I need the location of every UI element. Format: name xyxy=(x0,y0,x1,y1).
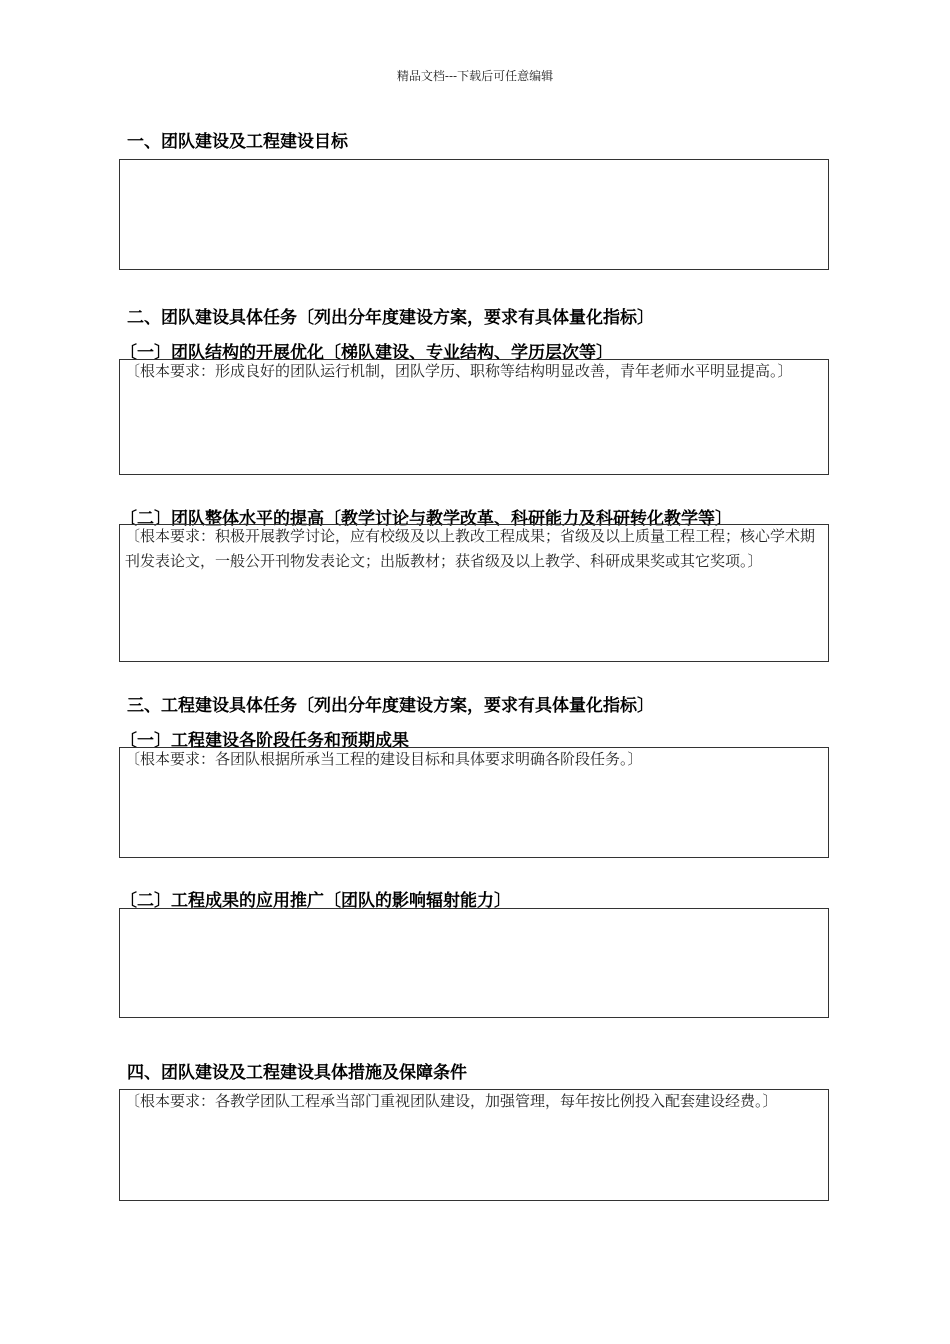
section-1-title: 一、团队建设及工程建设目标 xyxy=(127,132,348,152)
section-2-2-requirement: 〔根本要求：积极开展教学讨论，应有校级及以上教改工程成果；省级及以上质量工程工程；核心学术期刊发表论文，一般公开刊物发表论文；出版教材；获省级及以上教学、科研成果奖或其它奖项。〕 xyxy=(125,527,816,570)
section-1-input-box[interactable] xyxy=(119,159,829,270)
section-4-requirement: 〔根本要求：各教学团队工程承当部门重视团队建设，加强管理，每年按比例投入配套建设经费。〕 xyxy=(125,1092,778,1110)
section-2-title: 二、团队建设具体任务〔列出分年度建设方案，要求有具体量化指标〕 xyxy=(127,308,654,328)
section-2-2-input-box[interactable] xyxy=(119,524,829,662)
section-4-input-box[interactable] xyxy=(119,1089,829,1201)
section-3-2-title: 〔二〕工程成果的应用推广〔团队的影响辐射能力〕 xyxy=(120,891,511,911)
section-3-1-title: 〔一〕工程建设各阶段任务和预期成果 xyxy=(120,731,409,751)
section-3-title: 三、工程建设具体任务〔列出分年度建设方案，要求有具体量化指标〕 xyxy=(127,696,654,716)
page-header: 精品文档---下载后可任意编辑 xyxy=(396,69,554,83)
section-3-1-requirement: 〔根本要求：各团队根据所承当工程的建设目标和具体要求明确各阶段任务。〕 xyxy=(125,750,643,768)
section-2-2-title: 〔二〕团队整体水平的提高〔教学讨论与教学改革、科研能力及科研转化教学等〕 xyxy=(120,509,732,529)
section-2-1-title: 〔一〕团队结构的开展优化〔梯队建设、专业结构、学历层次等〕 xyxy=(120,343,613,363)
section-4-title: 四、团队建设及工程建设具体措施及保障条件 xyxy=(127,1063,467,1083)
section-3-1-input-box[interactable] xyxy=(119,747,829,858)
section-2-1-requirement: 〔根本要求：形成良好的团队运行机制，团队学历、职称等结构明显改善，青年老师水平明显提高。〕 xyxy=(125,362,793,380)
section-2-1-input-box[interactable] xyxy=(119,359,829,475)
section-3-2-input-box[interactable] xyxy=(119,908,829,1018)
